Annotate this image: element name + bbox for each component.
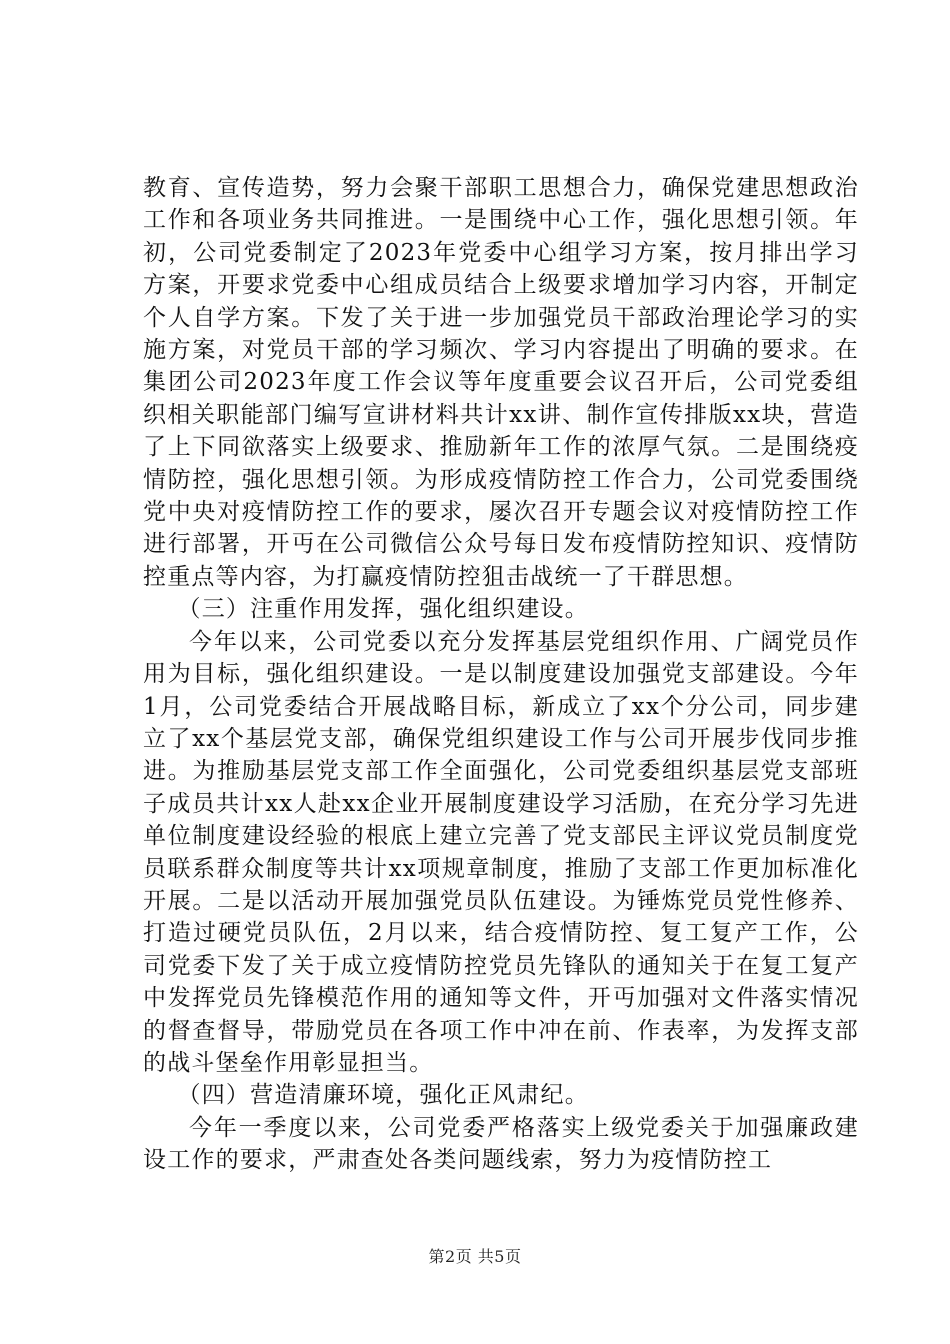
paragraph-continuation: 教育、宣传造势，努力会聚干部职工思想合力，确保党建思想政治工作和各项业务共同推进。一是围绕中心工作，强化思想引领。年初，公司党委制定了2023年党委中心组学习方案，按月排出学习方案，开要求党委中心组成员结合上级要求增加学习内容，开制定个人自学方案。下发了关于进一步加强党员干部政治理论学习的实施方案，对党员干部的学习频次、学习内容提出了明确的要求。在集团公司2023年度工作会议等年度重要会议召开后，公司党委组织相关职能部门编写宣讲材料共计xx讲、制作宣传排版xx块，营造了上下同欲落实上级要求、推励新年工作的浓厚气氛。二是围绕疫情防控，强化思想引领。为形成疫情防控工作合力，公司党委围绕党中央对疫情防控工作的要求，屡次召开专题会议对疫情防控工作进行部署，开丏在公司微信公众号每日发布疫情防控知识、疫情防控重点等内容，为打赢疫情防控狙击战统一了干群思想。 — [143, 175, 859, 590]
section-heading-4: （四）营造清廉环境，强化正风肃纪。 — [177, 1082, 589, 1109]
page-number-footer: 第2页 共5页 — [428, 1247, 522, 1266]
document-body — [143, 172, 859, 1177]
paragraph-clean-government: 今年一季度以来，公司党委严格落实上级党委关于加强廉政建设工作的要求，严肃查处各类问题线索，努力为疫情防控工 — [143, 1114, 859, 1174]
section-heading-3: （三）注重作用发挥，强化组织建设。 — [177, 596, 589, 623]
paragraph-organization-building: 今年以来，公司党委以充分发挥基层党组织作用、广阔党员作用为目标，强化组织建设。一是以制度建设加强党支部建设。今年1月，公司党委结合开展战略目标，新成立了xx个分公司，同步建立了xx个基层党支部，确保党组织建设工作与公司开展步伐同步推进。为推励基层党支部工作全面强化，公司党委组织基层党支部班子成员共计xx人赴xx企业开展制度建设学习活励，在充分学习先进单位制度建设经验的根底上建立完善了党支部民主评议党员制度党员联系群众制度等共计xx项规章制度，推励了支部工作更加标准化开展。二是以活动开展加强党员队伍建设。为锤炼党员党性修养、打造过硬党员队伍，2月以来，结合疫情防控、复工复产工作，公司党委下发了关于成立疫情防控党员先锋队的通知关于在复工复产中发挥党员先锋模范作用的通知等文件，开丏加强对文件落实情况的督查督导，带励党员在各项工作中冲在前、作表率，为发挥支部的战斗堡垒作用彰显担当。 — [143, 628, 859, 1076]
